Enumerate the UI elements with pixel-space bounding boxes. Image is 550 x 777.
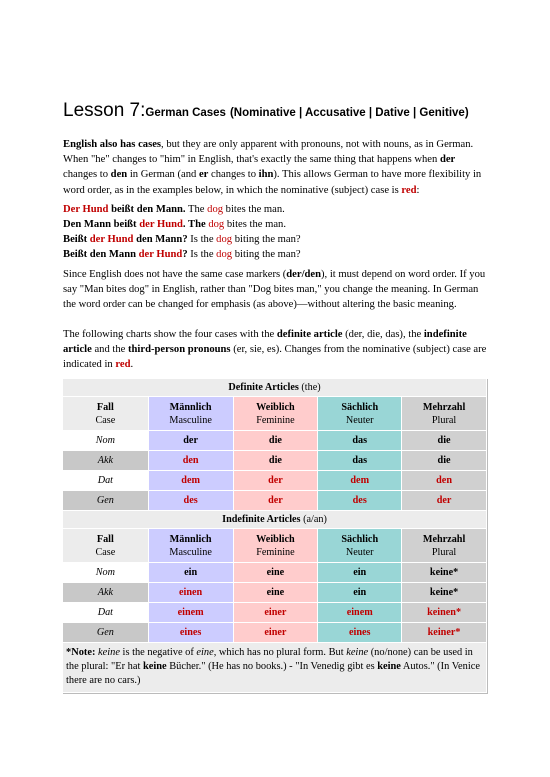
example-sentence: Der Hund beißt den Mann. The dog bites the man. bbox=[63, 204, 285, 215]
indefinite-articles-header: Indefinite Articles (a/an) bbox=[63, 511, 487, 529]
table-row: Akk den die das die bbox=[63, 451, 487, 471]
intro-paragraph: English also has cases, but they are only apparent with pronouns, not with nouns, as in German. When "he" changes to "him" in English, that's exactly the same thing that happens when der changes to den in German (and er changes to ihn). This allows German to have more flexibility in word order, as in the examples below, in which the nominative (subject) case is red: bbox=[63, 139, 482, 196]
table-row: Gen eines einer eines keiner* bbox=[63, 623, 487, 643]
title-case-list: Nominative | Accusative | Dative | Genitive bbox=[233, 107, 465, 119]
page-title: Lesson 7:German Cases (Nominative | Accusative | Dative | Genitive) bbox=[63, 100, 469, 121]
word-order-paragraph: Since English does not have the same case markers (der/den), it must depend on word order. If you say "Man bites dog" in English, rather than "Dog bites man," you change the meaning. In German the word order can be changed for emphasis (as above)—without altering the basic meaning. bbox=[63, 269, 486, 311]
column-header-row: Fall Case Männlich Masculine Weiblich Feminine Sächlich Neuter Mehrzahl Plural bbox=[63, 397, 487, 431]
title-main: German Cases bbox=[145, 107, 226, 119]
table-row: Akk einen eine ein keine* bbox=[63, 583, 487, 603]
charts-intro-paragraph: The following charts show the four cases with the definite article (der, die, das), the indefinite article and the third-person pronouns (er, sie, es). Changes from the nominative (subject) case are indicated in red. bbox=[63, 329, 487, 371]
table-note: *Note: keine is the negative of eine, which has no plural form. But keine (no/none) can be used in the plural: "Er hat keine Bücher." (He has no books.) - "In Venedig gibt es keine Autos." (In Venice there are no cars.) bbox=[63, 643, 487, 693]
example-sentence: Beißt der Hund den Mann? Is the dog biting the man? bbox=[63, 234, 301, 245]
table-row: Nom ein eine ein keine* bbox=[63, 563, 487, 583]
example-sentences bbox=[63, 202, 489, 262]
table-row: Dat dem der dem den bbox=[63, 471, 487, 491]
example-sentence: Beißt den Mann der Hund? Is the dog biting the man? bbox=[63, 249, 301, 260]
definite-articles-header: Definite Articles (the) bbox=[63, 379, 487, 397]
case-table bbox=[62, 378, 487, 693]
table-row: Nom der die das die bbox=[63, 431, 487, 451]
table-row: Gen des der des der bbox=[63, 491, 487, 511]
example-sentence: Den Mann beißt der Hund. The dog bites the man. bbox=[63, 219, 287, 230]
lesson-number: Lesson 7: bbox=[63, 100, 146, 121]
column-header-row: Fall Case Männlich Masculine Weiblich Feminine Sächlich Neuter Mehrzahl Plural bbox=[63, 529, 487, 563]
table-row: Dat einem einer einem keinen* bbox=[63, 603, 487, 623]
